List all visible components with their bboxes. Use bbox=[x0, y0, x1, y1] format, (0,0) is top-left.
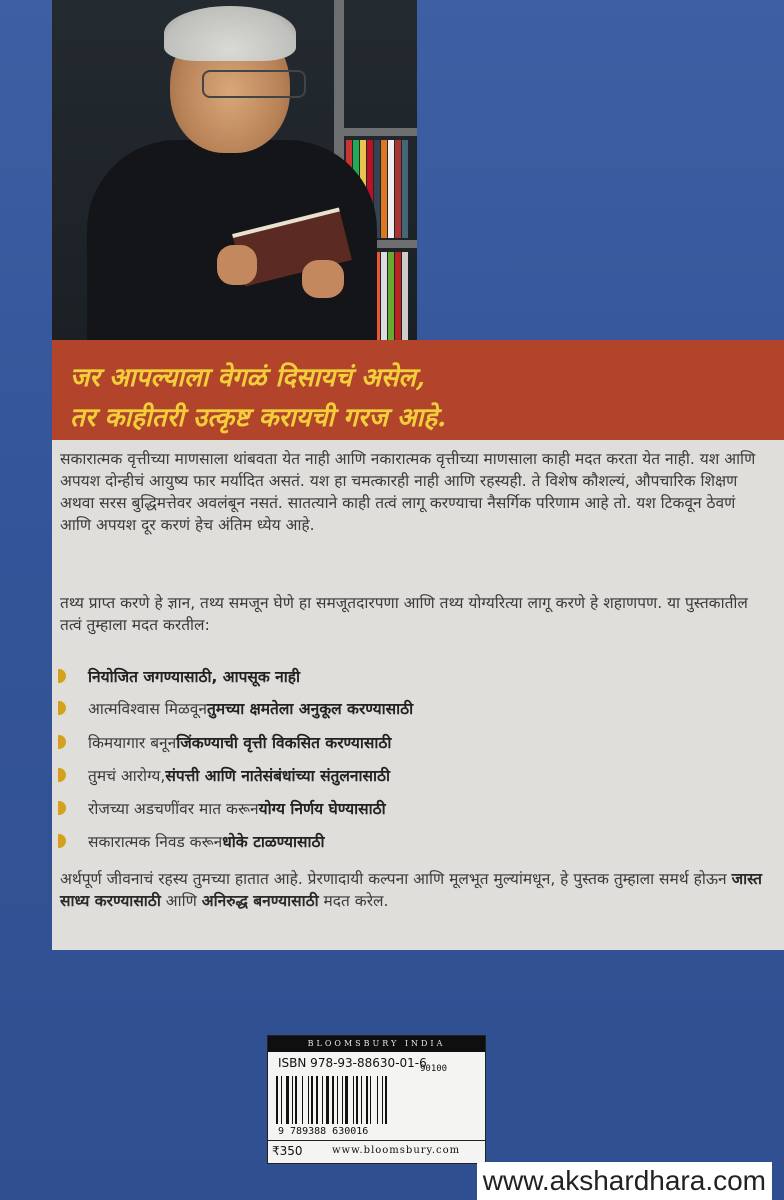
list-item: सकारात्मक निवड करून धोके टाळण्यासाठी bbox=[58, 829, 758, 853]
addon-number: 90100 bbox=[420, 1064, 448, 1074]
bookshelf-board bbox=[334, 128, 417, 136]
bullet-icon bbox=[58, 735, 66, 749]
barcode-stripe bbox=[345, 1076, 348, 1124]
barcode-stripe bbox=[311, 1076, 313, 1124]
tagline-line-1: जर आपल्याला वेगळं दिसायचं असेल, bbox=[70, 363, 425, 393]
barcode-stripe bbox=[353, 1076, 354, 1124]
barcode-stripe bbox=[316, 1076, 318, 1124]
bullet-icon bbox=[58, 834, 66, 848]
author-hand bbox=[217, 245, 257, 285]
barcode-stripe bbox=[286, 1076, 289, 1124]
barcode-stripe bbox=[361, 1076, 362, 1124]
author-hand bbox=[302, 260, 344, 298]
list-item: आत्मविश्वास मिळवून तुमच्या क्षमतेला अनुकूल करण्यासाठी bbox=[58, 696, 758, 720]
publisher-website: www.bloomsbury.com bbox=[332, 1145, 461, 1156]
barcode-footer bbox=[268, 1140, 485, 1163]
bullet-icon bbox=[58, 801, 66, 815]
barcode-stripe bbox=[356, 1076, 358, 1124]
list-item: नियोजित जगण्यासाठी, आपसूक नाही bbox=[58, 664, 758, 688]
bullet-icon bbox=[58, 669, 66, 683]
tagline-line-2: तर काहीतरी उत्कृष्ट करायची गरज आहे. bbox=[70, 403, 447, 433]
principles-intro: तथ्य प्राप्त करणे हे ज्ञान, तथ्य समजून घेणे हा समजूतदारपणा आणि तथ्य योग्यरित्या लागू करणे हे शहाणपण. या पुस्तकातील तत्वं तुम्हाला मदत करतील: bbox=[60, 594, 748, 634]
barcode-stripe bbox=[342, 1076, 343, 1124]
barcode-stripe bbox=[377, 1076, 378, 1124]
bullet-icon bbox=[58, 768, 66, 782]
barcode-stripe bbox=[308, 1076, 309, 1124]
barcode-number: 9 789388 630016 bbox=[278, 1126, 369, 1137]
barcode-stripe bbox=[302, 1076, 303, 1124]
barcode-stripe bbox=[281, 1076, 282, 1124]
barcode-icon bbox=[276, 1076, 476, 1124]
barcode-stripe bbox=[276, 1076, 278, 1124]
intro-paragraph: सकारात्मक वृत्तीच्या माणसाला थांबवता येत नाही आणि नकारात्मक वृत्तीच्या माणसाला काही मदत करता येत नाही. यश आणि अपयश दोन्हीचं आयुष्य फार मर्यादित असतं. यश हा चमत्कारही नाही आणि रहस्यही. ते विशेष कौशल्यं, औपचारिक शिक्षण अथवा सरस बुद्धिमत्तेवर अवलंबून नसतं. सातत्याने काही तत्वं लागू करण्याचा नैसर्गिक परिणाम आहे तो. यश टिकवून ठेवणं आणि अपयश दूर करणं हेच अंतिम ध्येय आहे. bbox=[60, 450, 756, 534]
isbn-text: ISBN 978-93-88630-01-6 bbox=[278, 1056, 427, 1070]
list-item: किमयागार बनून जिंकण्याची वृत्ती विकसित करण्यासाठी bbox=[58, 730, 758, 754]
list-item: रोजच्या अडचणींवर मात करून योग्य निर्णय घेण्यासाठी bbox=[58, 796, 758, 820]
tagline-banner bbox=[52, 340, 784, 440]
barcode-stripe bbox=[366, 1076, 368, 1124]
barcode-stripe bbox=[295, 1076, 297, 1124]
publisher-label: BLOOMSBURY INDIA bbox=[268, 1036, 485, 1052]
barcode-stripe bbox=[322, 1076, 323, 1124]
author-photo bbox=[52, 0, 417, 345]
barcode-stripe bbox=[292, 1076, 293, 1124]
barcode-stripe bbox=[370, 1076, 371, 1124]
closing-paragraph: अर्थपूर्ण जीवनाचं रहस्य तुमच्या हातात आहे. प्रेरणादायी कल्पना आणि मूलभूत मुल्यांमधून, हे पुस्तक तुम्हाला समर्थ होऊन जास्त साध्य करण्यासाठी आणि अनिरुद्ध बनण्यासाठी मदत करेल. bbox=[60, 870, 762, 910]
list-item: तुमचं आरोग्य, संपत्ती आणि नातेसंबंधांच्या संतुलनासाठी bbox=[58, 763, 758, 787]
price-label: ₹350 bbox=[272, 1144, 303, 1158]
barcode-stripe bbox=[382, 1076, 383, 1124]
author-hair bbox=[164, 6, 296, 61]
barcode-stripe bbox=[337, 1076, 338, 1124]
barcode-stripe bbox=[332, 1076, 334, 1124]
description-panel bbox=[52, 340, 784, 950]
bullet-icon bbox=[58, 701, 66, 715]
site-watermark: www.akshardhara.com bbox=[477, 1162, 772, 1200]
glasses-icon bbox=[202, 70, 306, 98]
barcode-stripe bbox=[385, 1076, 387, 1124]
barcode-block bbox=[267, 1035, 486, 1164]
barcode-stripe bbox=[326, 1076, 329, 1124]
